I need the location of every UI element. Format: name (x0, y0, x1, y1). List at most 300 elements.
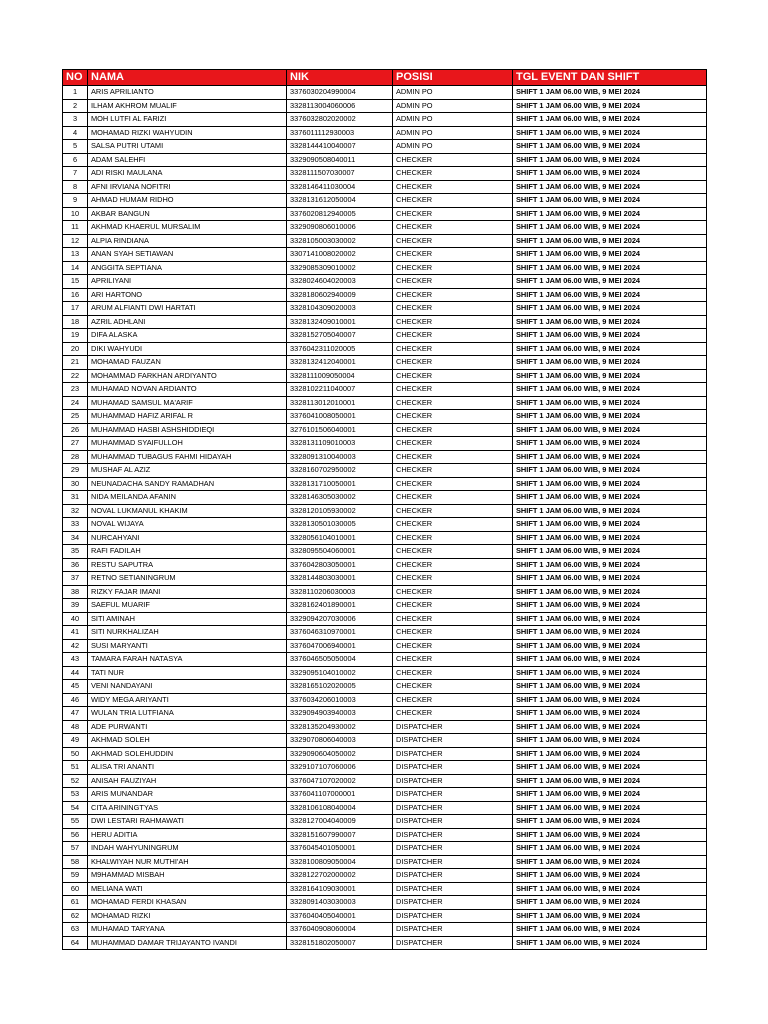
cell-nik: 3376020812940005 (287, 207, 393, 221)
cell-nik: 3328152705040007 (287, 329, 393, 343)
cell-posisi: ADMIN PO (393, 126, 513, 140)
cell-posisi: DISPATCHER (393, 882, 513, 896)
cell-posisi: CHECKER (393, 558, 513, 572)
cell-nama: NEUNADACHA SANDY RAMADHAN (88, 477, 287, 491)
cell-posisi: CHECKER (393, 626, 513, 640)
table-row (63, 720, 707, 734)
table-row (63, 167, 707, 181)
cell-posisi: CHECKER (393, 248, 513, 262)
cell-nama: AZRIL ADHLANI (88, 315, 287, 329)
table-row (63, 248, 707, 262)
cell-no: 10 (63, 207, 88, 221)
table-row (63, 680, 707, 694)
cell-nama: MUHAMAD SAMSUL MA'ARIF (88, 396, 287, 410)
cell-nik: 3376041107000001 (287, 788, 393, 802)
cell-no: 35 (63, 545, 88, 559)
cell-no: 58 (63, 855, 88, 869)
cell-nama: AFNI IRVIANA NOFITRI (88, 180, 287, 194)
cell-shift: SHIFT 1 JAM 06.00 WIB, 9 MEI 2024 (513, 383, 707, 397)
cell-no: 64 (63, 936, 88, 950)
cell-shift: SHIFT 1 JAM 06.00 WIB, 9 MEI 2024 (513, 788, 707, 802)
cell-nama: MOHAMAD FERDI KHASAN (88, 896, 287, 910)
cell-shift: SHIFT 1 JAM 06.00 WIB, 9 MEI 2024 (513, 329, 707, 343)
cell-nama: RIZKY FAJAR IMANI (88, 585, 287, 599)
table-row (63, 774, 707, 788)
cell-no: 36 (63, 558, 88, 572)
cell-nik: 3328164109030001 (287, 882, 393, 896)
cell-nama: DIFA ALASKA (88, 329, 287, 343)
table-row (63, 626, 707, 640)
cell-shift: SHIFT 1 JAM 06.00 WIB, 9 MEI 2024 (513, 464, 707, 478)
cell-no: 51 (63, 761, 88, 775)
cell-nik: 3329107107060006 (287, 761, 393, 775)
table-row (63, 126, 707, 140)
cell-nama: DIKI WAHYUDI (88, 342, 287, 356)
cell-posisi: CHECKER (393, 491, 513, 505)
cell-nama: M9HAMMAD MISBAH (88, 869, 287, 883)
header-nik: NIK (287, 70, 393, 86)
cell-posisi: DISPATCHER (393, 774, 513, 788)
cell-posisi: DISPATCHER (393, 923, 513, 937)
table-row (63, 504, 707, 518)
cell-posisi: CHECKER (393, 383, 513, 397)
cell-nik: 3276101506040001 (287, 423, 393, 437)
table-row (63, 896, 707, 910)
cell-nama: ALISA TRI ANANTI (88, 761, 287, 775)
cell-nama: WULAN TRIA LUTFIANA (88, 707, 287, 721)
cell-nama: AKHMAD SOLEHUDDIN (88, 747, 287, 761)
cell-nama: MUHAMMAD HASBI ASHSHIDDIEQI (88, 423, 287, 437)
cell-no: 50 (63, 747, 88, 761)
cell-nama: VENI NANDAYANI (88, 680, 287, 694)
cell-shift: SHIFT 1 JAM 06.00 WIB, 9 MEI 2024 (513, 693, 707, 707)
cell-nik: 3328056104010001 (287, 531, 393, 545)
cell-posisi: CHECKER (393, 369, 513, 383)
cell-nik: 3328130501030005 (287, 518, 393, 532)
cell-posisi: CHECKER (393, 180, 513, 194)
cell-nik: 3328144803030001 (287, 572, 393, 586)
cell-no: 43 (63, 653, 88, 667)
cell-no: 27 (63, 437, 88, 451)
cell-shift: SHIFT 1 JAM 06.00 WIB, 9 MEI 2024 (513, 774, 707, 788)
table-row (63, 707, 707, 721)
cell-nik: 3328131109010003 (287, 437, 393, 451)
cell-shift: SHIFT 1 JAM 06.00 WIB, 9 MEI 2024 (513, 707, 707, 721)
cell-posisi: CHECKER (393, 477, 513, 491)
cell-shift: SHIFT 1 JAM 06.00 WIB, 9 MEI 2024 (513, 450, 707, 464)
cell-posisi: ADMIN PO (393, 140, 513, 154)
cell-nama: SAEFUL MUARIF (88, 599, 287, 613)
cell-shift: SHIFT 1 JAM 06.00 WIB, 9 MEI 2024 (513, 585, 707, 599)
cell-nik: 3376032802020002 (287, 113, 393, 127)
cell-shift: SHIFT 1 JAM 06.00 WIB, 9 MEI 2024 (513, 180, 707, 194)
cell-nik: 3307141008020002 (287, 248, 393, 262)
cell-nik: 3328151802050007 (287, 936, 393, 950)
cell-shift: SHIFT 1 JAM 06.00 WIB, 9 MEI 2024 (513, 801, 707, 815)
header-row (63, 70, 707, 86)
cell-shift: SHIFT 1 JAM 06.00 WIB, 9 MEI 2024 (513, 207, 707, 221)
cell-no: 22 (63, 369, 88, 383)
cell-posisi: CHECKER (393, 464, 513, 478)
cell-shift: SHIFT 1 JAM 06.00 WIB, 9 MEI 2024 (513, 194, 707, 208)
table-row (63, 464, 707, 478)
cell-no: 2 (63, 99, 88, 113)
cell-no: 13 (63, 248, 88, 262)
table-row (63, 153, 707, 167)
cell-shift: SHIFT 1 JAM 06.00 WIB, 9 MEI 2024 (513, 653, 707, 667)
cell-nik: 3329090806010006 (287, 221, 393, 235)
table-row (63, 342, 707, 356)
table-row (63, 666, 707, 680)
cell-shift: SHIFT 1 JAM 06.00 WIB, 9 MEI 2024 (513, 302, 707, 316)
table-body (63, 86, 707, 950)
cell-no: 29 (63, 464, 88, 478)
cell-shift: SHIFT 1 JAM 06.00 WIB, 9 MEI 2024 (513, 572, 707, 586)
cell-nama: ARI HARTONO (88, 288, 287, 302)
cell-posisi: CHECKER (393, 288, 513, 302)
cell-nik: 3328127004040009 (287, 815, 393, 829)
cell-posisi: CHECKER (393, 437, 513, 451)
cell-nik: 3328111009050004 (287, 369, 393, 383)
cell-nik: 3328151607990007 (287, 828, 393, 842)
cell-posisi: DISPATCHER (393, 909, 513, 923)
cell-nik: 3328104309020003 (287, 302, 393, 316)
cell-posisi: DISPATCHER (393, 801, 513, 815)
cell-shift: SHIFT 1 JAM 06.00 WIB, 9 MEI 2024 (513, 396, 707, 410)
cell-nama: NIDA MEILANDA AFANIN (88, 491, 287, 505)
cell-no: 24 (63, 396, 88, 410)
table-row (63, 599, 707, 613)
table-row (63, 329, 707, 343)
cell-nik: 3376041008050001 (287, 410, 393, 424)
cell-nama: SALSA PUTRI UTAMI (88, 140, 287, 154)
cell-shift: SHIFT 1 JAM 06.00 WIB, 9 MEI 2024 (513, 896, 707, 910)
table-row (63, 99, 707, 113)
cell-nik: 3329070806040003 (287, 734, 393, 748)
cell-nama: TATI NUR (88, 666, 287, 680)
table-row (63, 477, 707, 491)
cell-nama: ADI RISKI MAULANA (88, 167, 287, 181)
cell-nama: NOVAL WIJAYA (88, 518, 287, 532)
cell-no: 14 (63, 261, 88, 275)
cell-no: 47 (63, 707, 88, 721)
cell-posisi: CHECKER (393, 504, 513, 518)
header-nama: NAMA (88, 70, 287, 86)
cell-no: 61 (63, 896, 88, 910)
table-row (63, 450, 707, 464)
cell-nik: 3329090508040011 (287, 153, 393, 167)
cell-shift: SHIFT 1 JAM 06.00 WIB, 9 MEI 2024 (513, 909, 707, 923)
cell-nama: CITA ARININGTYAS (88, 801, 287, 815)
cell-no: 18 (63, 315, 88, 329)
cell-nik: 3376040405040001 (287, 909, 393, 923)
cell-nik: 3376011112930003 (287, 126, 393, 140)
cell-shift: SHIFT 1 JAM 06.00 WIB, 9 MEI 2024 (513, 936, 707, 950)
cell-posisi: CHECKER (393, 315, 513, 329)
cell-no: 40 (63, 612, 88, 626)
cell-nik: 3328165102020005 (287, 680, 393, 694)
table-row (63, 234, 707, 248)
cell-posisi: DISPATCHER (393, 734, 513, 748)
cell-nama: HERU ADITIA (88, 828, 287, 842)
cell-no: 19 (63, 329, 88, 343)
cell-no: 30 (63, 477, 88, 491)
cell-no: 16 (63, 288, 88, 302)
cell-shift: SHIFT 1 JAM 06.00 WIB, 9 MEI 2024 (513, 842, 707, 856)
cell-shift: SHIFT 1 JAM 06.00 WIB, 9 MEI 2024 (513, 275, 707, 289)
cell-nama: ANISAH FAUZIYAH (88, 774, 287, 788)
cell-posisi: CHECKER (393, 693, 513, 707)
cell-nama: MELIANA WATI (88, 882, 287, 896)
cell-shift: SHIFT 1 JAM 06.00 WIB, 9 MEI 2024 (513, 680, 707, 694)
cell-no: 49 (63, 734, 88, 748)
cell-nik: 3376046310970001 (287, 626, 393, 640)
table-row (63, 140, 707, 154)
cell-shift: SHIFT 1 JAM 06.00 WIB, 9 MEI 2024 (513, 369, 707, 383)
cell-nik: 3328131710050001 (287, 477, 393, 491)
cell-shift: SHIFT 1 JAM 06.00 WIB, 9 MEI 2024 (513, 504, 707, 518)
cell-nik: 3328105003030002 (287, 234, 393, 248)
cell-nik: 3329095104010002 (287, 666, 393, 680)
cell-posisi: CHECKER (393, 194, 513, 208)
cell-shift: SHIFT 1 JAM 06.00 WIB, 9 MEI 2024 (513, 140, 707, 154)
cell-nama: AHMAD HUMAM RIDHO (88, 194, 287, 208)
cell-nik: 3328131612050004 (287, 194, 393, 208)
cell-posisi: DISPATCHER (393, 869, 513, 883)
cell-posisi: CHECKER (393, 342, 513, 356)
table-row (63, 693, 707, 707)
cell-no: 21 (63, 356, 88, 370)
cell-nama: MOHAMAD FAUZAN (88, 356, 287, 370)
cell-no: 1 (63, 86, 88, 100)
table-row (63, 761, 707, 775)
cell-nama: RETNO SETIANINGRUM (88, 572, 287, 586)
cell-no: 41 (63, 626, 88, 640)
cell-nama: AKHMAD SOLEH (88, 734, 287, 748)
table-row (63, 423, 707, 437)
cell-shift: SHIFT 1 JAM 06.00 WIB, 9 MEI 2024 (513, 518, 707, 532)
cell-no: 44 (63, 666, 88, 680)
cell-nama: TAMARA FARAH NATASYA (88, 653, 287, 667)
cell-posisi: CHECKER (393, 410, 513, 424)
cell-no: 23 (63, 383, 88, 397)
header-shift: TGL EVENT DAN SHIFT (513, 70, 707, 86)
cell-shift: SHIFT 1 JAM 06.00 WIB, 9 MEI 2024 (513, 869, 707, 883)
cell-posisi: CHECKER (393, 275, 513, 289)
cell-no: 20 (63, 342, 88, 356)
cell-posisi: ADMIN PO (393, 86, 513, 100)
cell-nama: SITI NURKHALIZAH (88, 626, 287, 640)
cell-nama: MOHAMAD RIZKI (88, 909, 287, 923)
cell-posisi: DISPATCHER (393, 936, 513, 950)
cell-no: 59 (63, 869, 88, 883)
cell-nama: MUHAMMAD DAMAR TRIJAYANTO IVANDI (88, 936, 287, 950)
cell-no: 26 (63, 423, 88, 437)
cell-posisi: ADMIN PO (393, 113, 513, 127)
cell-shift: SHIFT 1 JAM 06.00 WIB, 9 MEI 2024 (513, 855, 707, 869)
cell-shift: SHIFT 1 JAM 06.00 WIB, 9 MEI 2024 (513, 86, 707, 100)
cell-posisi: CHECKER (393, 234, 513, 248)
cell-nama: ARIS MUNANDAR (88, 788, 287, 802)
cell-no: 33 (63, 518, 88, 532)
table-row (63, 545, 707, 559)
cell-nama: SITI AMINAH (88, 612, 287, 626)
table-row (63, 410, 707, 424)
cell-shift: SHIFT 1 JAM 06.00 WIB, 9 MEI 2024 (513, 437, 707, 451)
cell-posisi: CHECKER (393, 302, 513, 316)
cell-posisi: DISPATCHER (393, 761, 513, 775)
cell-nama: MUHAMMAD SYAIFULLOH (88, 437, 287, 451)
cell-nik: 3328106108040004 (287, 801, 393, 815)
cell-no: 57 (63, 842, 88, 856)
cell-posisi: CHECKER (393, 329, 513, 343)
cell-posisi: CHECKER (393, 612, 513, 626)
cell-posisi: CHECKER (393, 599, 513, 613)
table-row (63, 356, 707, 370)
table-row (63, 923, 707, 937)
cell-nik: 3328110206030003 (287, 585, 393, 599)
cell-shift: SHIFT 1 JAM 06.00 WIB, 9 MEI 2024 (513, 423, 707, 437)
cell-no: 63 (63, 923, 88, 937)
cell-shift: SHIFT 1 JAM 06.00 WIB, 9 MEI 2024 (513, 747, 707, 761)
cell-no: 46 (63, 693, 88, 707)
cell-nama: INDAH WAHYUNINGRUM (88, 842, 287, 856)
table-row (63, 302, 707, 316)
cell-posisi: CHECKER (393, 707, 513, 721)
table-row (63, 113, 707, 127)
cell-nama: ADE PURWANTI (88, 720, 287, 734)
cell-nama: MOHAMAD RIZKI WAHYUDIN (88, 126, 287, 140)
cell-nama: NURCAHYANI (88, 531, 287, 545)
cell-no: 62 (63, 909, 88, 923)
cell-shift: SHIFT 1 JAM 06.00 WIB, 9 MEI 2024 (513, 612, 707, 626)
table-row (63, 734, 707, 748)
cell-shift: SHIFT 1 JAM 06.00 WIB, 9 MEI 2024 (513, 221, 707, 235)
cell-posisi: CHECKER (393, 221, 513, 235)
cell-no: 15 (63, 275, 88, 289)
cell-shift: SHIFT 1 JAM 06.00 WIB, 9 MEI 2024 (513, 491, 707, 505)
cell-no: 25 (63, 410, 88, 424)
cell-posisi: DISPATCHER (393, 720, 513, 734)
cell-nama: MOHAMMAD FARKHAN ARDIYANTO (88, 369, 287, 383)
cell-no: 45 (63, 680, 88, 694)
cell-nama: AKBAR BANGUN (88, 207, 287, 221)
cell-nik: 3376034206010003 (287, 693, 393, 707)
cell-nama: APRILIYANI (88, 275, 287, 289)
table-row (63, 396, 707, 410)
cell-posisi: CHECKER (393, 396, 513, 410)
cell-shift: SHIFT 1 JAM 06.00 WIB, 9 MEI 2024 (513, 126, 707, 140)
cell-nama: MUHAMAD TARYANA (88, 923, 287, 937)
cell-nama: MUSHAF AL AZIZ (88, 464, 287, 478)
table-row (63, 261, 707, 275)
cell-no: 48 (63, 720, 88, 734)
cell-no: 8 (63, 180, 88, 194)
cell-shift: SHIFT 1 JAM 06.00 WIB, 9 MEI 2024 (513, 531, 707, 545)
cell-no: 17 (63, 302, 88, 316)
cell-shift: SHIFT 1 JAM 06.00 WIB, 9 MEI 2024 (513, 545, 707, 559)
cell-posisi: DISPATCHER (393, 815, 513, 829)
cell-nama: AKHMAD KHAERUL MURSALIM (88, 221, 287, 235)
cell-no: 39 (63, 599, 88, 613)
table-row (63, 275, 707, 289)
table-row (63, 288, 707, 302)
cell-nama: NOVAL LUKMANUL KHAKIM (88, 504, 287, 518)
cell-nik: 3328135204930002 (287, 720, 393, 734)
cell-no: 5 (63, 140, 88, 154)
cell-nama: MUHAMMAD HAFIZ ARIFAL R (88, 410, 287, 424)
table-row (63, 936, 707, 950)
cell-nik: 3328100809050004 (287, 855, 393, 869)
cell-nik: 3328160702950002 (287, 464, 393, 478)
table-row (63, 815, 707, 829)
cell-shift: SHIFT 1 JAM 06.00 WIB, 9 MEI 2024 (513, 626, 707, 640)
cell-no: 28 (63, 450, 88, 464)
table-row (63, 882, 707, 896)
cell-posisi: CHECKER (393, 167, 513, 181)
cell-no: 34 (63, 531, 88, 545)
table-row (63, 639, 707, 653)
cell-no: 56 (63, 828, 88, 842)
cell-shift: SHIFT 1 JAM 06.00 WIB, 9 MEI 2024 (513, 639, 707, 653)
cell-shift: SHIFT 1 JAM 06.00 WIB, 9 MEI 2024 (513, 666, 707, 680)
cell-nik: 3376040908060004 (287, 923, 393, 937)
cell-nama: ARUM ALFIANTI DWI HARTATI (88, 302, 287, 316)
cell-no: 31 (63, 491, 88, 505)
table-row (63, 788, 707, 802)
cell-nama: RAFI FADILAH (88, 545, 287, 559)
cell-posisi: ADMIN PO (393, 99, 513, 113)
cell-posisi: CHECKER (393, 666, 513, 680)
cell-nik: 3328113012010001 (287, 396, 393, 410)
cell-shift: SHIFT 1 JAM 06.00 WIB, 9 MEI 2024 (513, 734, 707, 748)
table-row (63, 869, 707, 883)
cell-nik: 3376030204990004 (287, 86, 393, 100)
cell-posisi: DISPATCHER (393, 855, 513, 869)
cell-no: 52 (63, 774, 88, 788)
cell-nik: 3328132412040001 (287, 356, 393, 370)
cell-nama: SUSI MARYANTI (88, 639, 287, 653)
cell-nama: ILHAM AKHROM MUALIF (88, 99, 287, 113)
cell-shift: SHIFT 1 JAM 06.00 WIB, 9 MEI 2024 (513, 113, 707, 127)
cell-shift: SHIFT 1 JAM 06.00 WIB, 9 MEI 2024 (513, 315, 707, 329)
schedule-table (62, 69, 707, 950)
table-row (63, 194, 707, 208)
cell-posisi: DISPATCHER (393, 747, 513, 761)
cell-no: 11 (63, 221, 88, 235)
cell-nik: 3328180602940009 (287, 288, 393, 302)
table-row (63, 180, 707, 194)
cell-nik: 3328024604020003 (287, 275, 393, 289)
table-row (63, 842, 707, 856)
cell-nik: 3376042311020005 (287, 342, 393, 356)
cell-nik: 3328095504060001 (287, 545, 393, 559)
cell-nik: 3328113004060006 (287, 99, 393, 113)
cell-posisi: CHECKER (393, 423, 513, 437)
table-row (63, 653, 707, 667)
cell-posisi: CHECKER (393, 450, 513, 464)
table-row (63, 855, 707, 869)
cell-posisi: CHECKER (393, 153, 513, 167)
cell-shift: SHIFT 1 JAM 06.00 WIB, 9 MEI 2024 (513, 153, 707, 167)
cell-nama: ADAM SALEHFI (88, 153, 287, 167)
cell-shift: SHIFT 1 JAM 06.00 WIB, 9 MEI 2024 (513, 761, 707, 775)
cell-nik: 3328111507030007 (287, 167, 393, 181)
cell-shift: SHIFT 1 JAM 06.00 WIB, 9 MEI 2024 (513, 477, 707, 491)
cell-posisi: CHECKER (393, 639, 513, 653)
cell-posisi: CHECKER (393, 261, 513, 275)
cell-shift: SHIFT 1 JAM 06.00 WIB, 9 MEI 2024 (513, 923, 707, 937)
